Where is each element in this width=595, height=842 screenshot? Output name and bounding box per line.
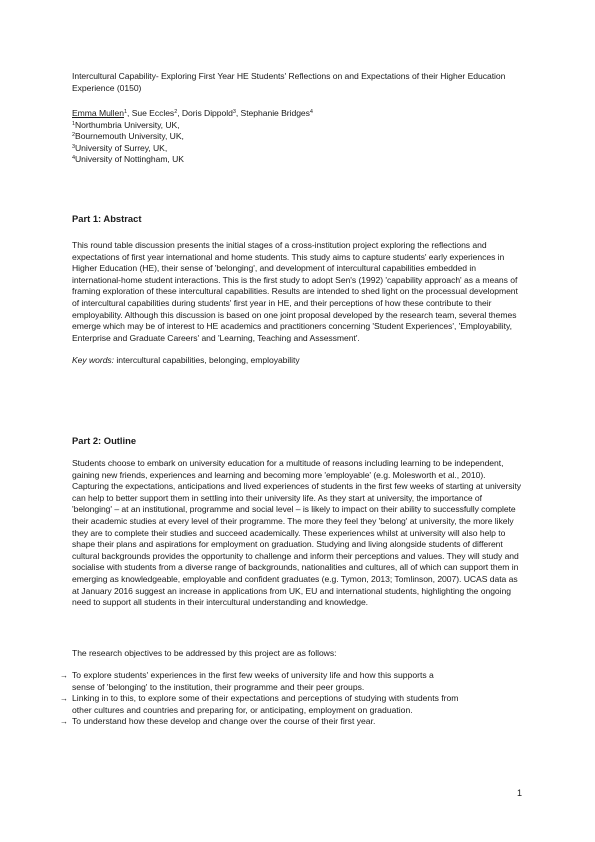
affiliation-text: Northumbria University, UK, <box>75 119 180 130</box>
author-sup: 1 <box>123 109 127 115</box>
outline-paragraph: Students choose to embark on university education for a multitude of reasons including learning to be independent, gaining new friends, experiences and learning and becoming more 'employable' (e.g. Molesworth et al., 2010). Capturing the expectations, anticipations and lived experiences of students in the first few weeks of starting at university can help to better support them in settling into their university life. As they start at university, the importance of 'belonging' – at an institutional, programme and social level – is likely to impact on their ability to successfully complete their academic studies at every level of their programme. The more they feel they 'belong' at university, the more likely they are to complete their studies and succeed academically. These experiences whilst at university will also help to shape their plans and aspirations for employment on graduation. Studying and living alongside students of different cultural backgrounds provides the opportunity to challenge and inform their perceptions and values. They will study and socialise with students from a diverse range of backgrounds, nationalities and cultures, all of which can support them in emerging as knowledgeable, employable and confident graduates (e.g. Tymon, 2013; Tomlinson, 2007). UCAS data as at January 2016 suggest an increase in applications from UK, EU and international students, highlighting the ongoing need to support all students in their intercultural understanding and knowledge. <box>72 458 522 608</box>
author-sup: 3 <box>232 109 236 115</box>
affiliation-text: Bournemouth University, UK, <box>75 131 184 142</box>
abstract-paragraph: This round table discussion presents the initial stages of a cross-institution project exploring the reflections and expectations of first year international and home students. This study aims to capture students' early experiences in Higher Education (HE), their sense of 'belonging', and development of intercultural capabilities embedded in international-home student interactions. This is the first study to adopt Sen's (1992) 'capability approach' as a means of framing exploration of these intercultural capabilities. Results are intended to shed light on the processual development of intercultural capabilities during students' first year in HE, and their perceptions of how these contribute to their employability. Although this discussion is based on one joint proposal developed by the research team, several themes emerge which may be of interest to HE academics and practitioners concerning 'Student Experiences', 'Employability, Enterprise and Graduate Careers' and 'Learning, Teaching and Assessment'. <box>72 240 518 343</box>
first-author-name: Emma Mullen <box>72 108 124 118</box>
affiliation-text: University of Surrey, UK, <box>75 142 168 153</box>
author-sep: , <box>235 108 241 118</box>
affiliation <box>72 143 524 155</box>
objective-item <box>60 716 530 728</box>
arrow-bullet-icon: → <box>60 694 68 704</box>
author-name: Stephanie Bridges <box>240 108 310 118</box>
objective-line: To explore students' experiences in the first few weeks of university life and how this supports a <box>72 670 434 680</box>
author-name: Sue Eccles <box>131 108 175 118</box>
author-sup: 4 <box>309 109 313 115</box>
affiliation <box>72 131 524 143</box>
author-sep: , <box>177 108 182 118</box>
section-heading-abstract: Part 1: Abstract <box>72 213 142 224</box>
affiliation-sup: 1 <box>72 120 76 127</box>
keywords-line <box>72 355 524 367</box>
affiliation <box>72 154 524 166</box>
objective-item <box>60 670 530 693</box>
objective-item <box>60 693 530 716</box>
arrow-bullet-icon: → <box>60 717 68 727</box>
keywords-text: intercultural capabilities, belonging, employability <box>114 355 300 365</box>
affiliation-sup: 4 <box>72 155 76 162</box>
affiliation-sup: 2 <box>72 132 76 139</box>
objective-line: other cultures and countries and preparing for, or anticipating, employment on graduation. <box>72 704 413 715</box>
keywords-label: Key words: <box>72 355 115 365</box>
section-heading-outline: Part 2: Outline <box>72 435 137 446</box>
objective-line: To understand how these develop and change over the course of their first year. <box>72 716 376 727</box>
affiliation <box>72 120 524 132</box>
objectives-list <box>60 670 530 728</box>
author-sep: , <box>127 108 132 118</box>
affiliation-text: University of Nottingham, UK <box>75 154 184 165</box>
objective-line: sense of 'belonging' to the institution, their programme and their peer groups. <box>72 681 365 692</box>
objectives-intro: The research objectives to be addressed by this project are as follows: <box>72 648 337 658</box>
objective-line: Linking in to this, to explore some of their expectations and perceptions of studying with students from <box>72 693 459 704</box>
arrow-bullet-icon: → <box>60 671 68 680</box>
author-line <box>72 108 524 120</box>
page-number: 1 <box>517 788 523 798</box>
author-name: Doris Dippold <box>181 108 233 118</box>
author-block <box>72 108 524 166</box>
paper-title: Intercultural Capability- Exploring First Year HE Students' Reflections on and Expectations of their Higher Education Experience (0150) <box>72 71 506 93</box>
author-sup: 2 <box>174 109 178 115</box>
affiliation-sup: 3 <box>72 143 76 150</box>
